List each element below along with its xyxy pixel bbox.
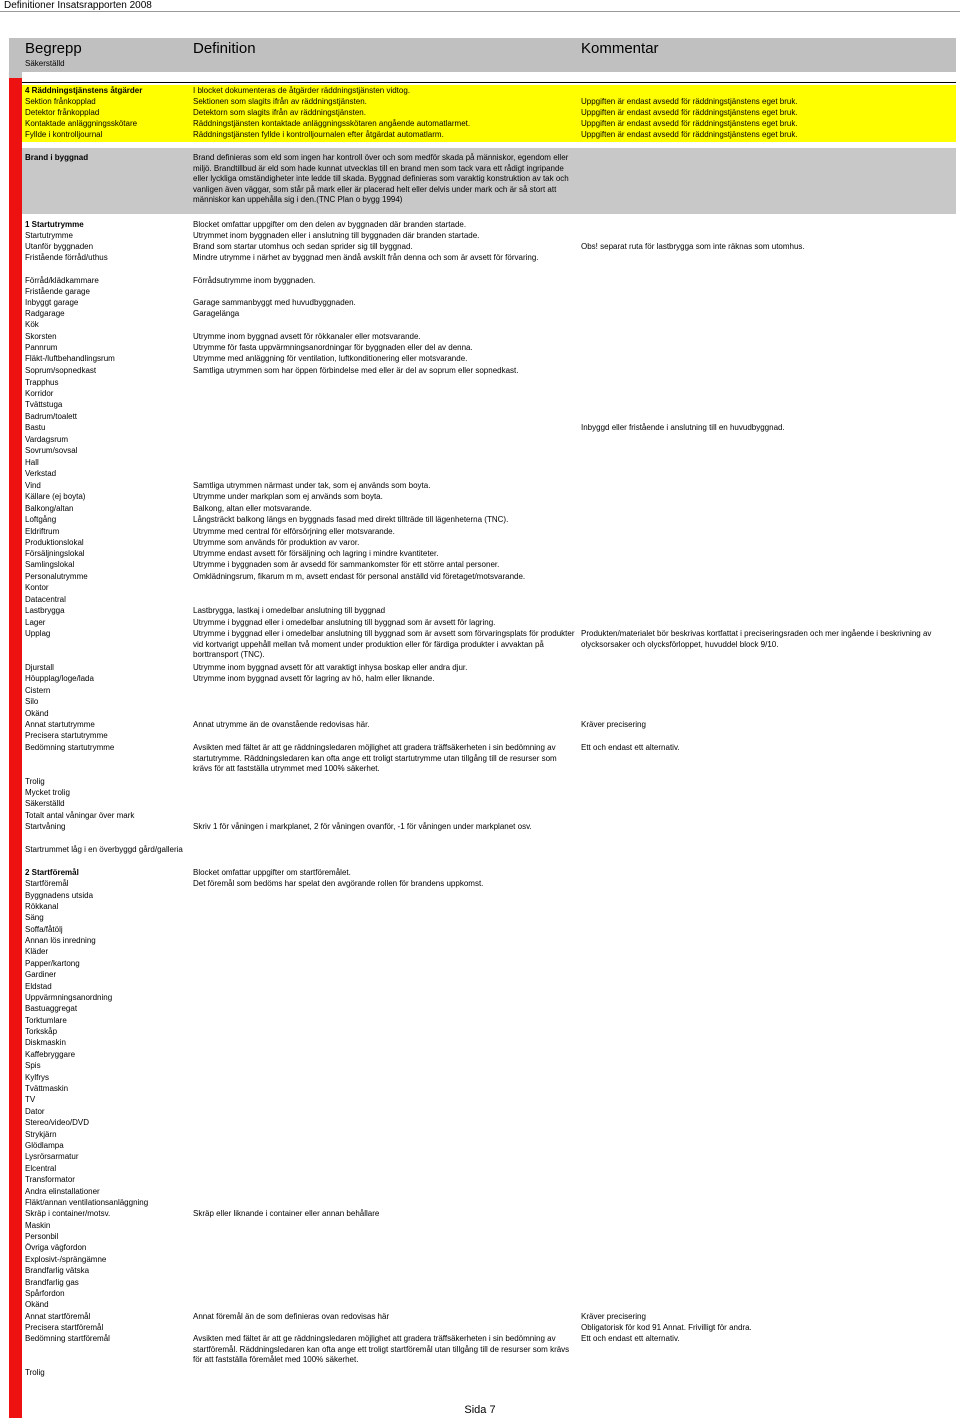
term-cell: TV — [25, 1095, 36, 1104]
definition-cell: Garagelänga — [193, 309, 240, 318]
term-cell: Annat startutrymme — [25, 720, 95, 729]
term-cell: Loftgång — [25, 515, 57, 524]
definition-cell: Utrymme inom byggnad avsett för lagring av hö, halm eller liknande. — [193, 674, 435, 683]
definition-cell: Förrådsutrymme inom byggnaden. — [193, 276, 316, 285]
term-cell: Lager — [25, 618, 46, 627]
term-cell: Andra elinstallationer — [25, 1187, 100, 1196]
term-cell: Bedömning startföremål — [25, 1334, 110, 1343]
term-cell: Lysrörsarmatur — [25, 1152, 79, 1161]
grey-margin-bar — [9, 38, 22, 78]
term-cell: Brandfarlig vätska — [25, 1266, 90, 1275]
subheader-band — [22, 58, 956, 72]
term-cell: 1 Startutrymme — [25, 220, 84, 229]
comment-cell: Kräver precisering — [581, 1312, 646, 1321]
term-cell: Lastbrygga — [25, 606, 65, 615]
definition-cell: Balkong, altan eller motsvarande. — [193, 504, 312, 513]
definition-cell: Blocket omfattar uppgifter om den delen av byggnaden där branden startade. — [193, 220, 467, 229]
term-cell: Uppvärmningsanordning — [25, 993, 113, 1002]
definition-cell: Blocket omfattar uppgifter om startföremålet. — [193, 868, 351, 877]
definition-cell: Omklädningsrum, fikarum m m, avsett endast för personal anställd vid företaget/motsvarande. — [193, 572, 526, 581]
comment-cell: Kräver precisering — [581, 720, 646, 729]
term-cell: Utanför byggnaden — [25, 242, 94, 251]
definition-cell: Sektionen som slagits ifrån av räddningstjänsten. — [193, 97, 367, 106]
term-cell: Höupplag/loge/lada — [25, 674, 94, 683]
term-cell: 4 Räddningstjänstens åtgärder — [25, 86, 143, 95]
term-cell: Skräp i container/motsv. — [25, 1209, 111, 1218]
term-cell: Trolig — [25, 1368, 45, 1377]
term-cell: Torktumlare — [25, 1016, 67, 1025]
definition-cell: Utrymme i byggnad eller i omedelbar anslutning till byggnad som är avsett för lagring. — [193, 618, 496, 627]
term-cell: Tvättmaskin — [25, 1084, 69, 1093]
term-cell: Fläkt-/luftbehandlingsrum — [25, 354, 115, 363]
term-cell: Övriga vägfordon — [25, 1243, 87, 1252]
term-cell: Korridor — [25, 389, 54, 398]
term-cell: Datacentral — [25, 595, 66, 604]
term-cell: Tvättstuga — [25, 400, 63, 409]
comment-cell: Uppgiften är endast avsedd för räddningstjänstens eget bruk. — [581, 108, 798, 117]
term-cell: Sovrum/sovsal — [25, 446, 78, 455]
term-cell: Silo — [25, 697, 39, 706]
term-cell: Spis — [25, 1061, 41, 1070]
definition-cell: I blocket dokumenteras de åtgärder räddningstjänsten vidtog. — [193, 86, 411, 95]
term-cell: Rökkanal — [25, 902, 59, 911]
definition-cell: Utrymme för fasta uppvärmningsanordningar för byggnaden eller del av denna. — [193, 343, 473, 352]
definition-cell: Lastbrygga, lastkaj i omedelbar anslutning till byggnad — [193, 606, 386, 615]
red-margin-bar — [9, 38, 22, 1418]
term-cell: Upplag — [25, 629, 51, 638]
comment-cell: Obs! separat ruta för lastbrygga som inte räknas som utomhus. — [581, 242, 805, 251]
page-title: Definitioner Insatsrapporten 2008 — [4, 0, 152, 11]
term-cell: Radgarage — [25, 309, 65, 318]
term-cell: Eldriftrum — [25, 527, 60, 536]
term-cell: Byggnadens utsida — [25, 891, 94, 900]
term-cell: Explosivt-/sprängämne — [25, 1255, 107, 1264]
term-cell: Kontor — [25, 583, 49, 592]
definition-cell: Samtliga utrymmen som har öppen förbindelse med eller är del av soprum eller sopnedkast. — [193, 366, 519, 375]
definition-cell: Utrymme inom byggnad avsett för rökkanaler eller motsvarande. — [193, 332, 421, 341]
term-cell: Källare (ej boyta) — [25, 492, 86, 501]
term-cell: Strykjärn — [25, 1130, 57, 1139]
definition-cell: Räddningstjänsten kontaktade anläggningsskötaren angående automatlarmet. — [193, 119, 471, 128]
term-cell: Startrummet låg i en överbyggd gård/galleria — [25, 845, 183, 854]
definition-cell: Utrymme inom byggnad avsett för att varaktigt inhysa boskap eller andra djur. — [193, 663, 468, 672]
definition-cell: Utrymme med anläggning för ventilation, luftkonditionering eller motsvarande. — [193, 354, 468, 363]
term-cell: Sektion frånkopplad — [25, 97, 96, 106]
comment-cell: Obligatorisk för kod 91 Annat. Frivilligt för andra. — [581, 1323, 752, 1332]
term-cell: Förråd/klädkammare — [25, 276, 99, 285]
term-cell: Startvåning — [25, 822, 66, 831]
term-cell: Torkskåp — [25, 1027, 58, 1036]
definition-cell: Avsikten med fältet är att ge räddningsledaren möjlighet att gradera träffsäkerheten i sin bedömning av startutrymme. Räddningsledaren kan ofta ange ett troligt startutrymme utan tillgång till de resurser som krävs för att fastställa utrymmet med 100% säkerhet. — [193, 743, 557, 773]
term-cell: Trolig — [25, 777, 45, 786]
term-cell: Fristående förråd/uthus — [25, 253, 108, 262]
term-cell: Stereo/video/DVD — [25, 1118, 90, 1127]
term-cell: Djurstall — [25, 663, 54, 672]
term-cell: Dator — [25, 1107, 45, 1116]
column-header-begrepp: Begrepp — [25, 40, 82, 57]
definition-cell: Brand definieras som eld som ingen har kontroll över och som medför skada på människor, egendom eller miljö. Brandtillbud är eld som hade kunnat utvecklas till en brand men som tack vara ett rådigt ingripande eller lyckliga omständigheter inte ledde till skada. Byggnad definieras som varaktig konstruktion av tak och vanligen även väggar, som står på mark eller är placerad helt eller delvis under mark och är så stort att människor kan uppehålla sig i den.(TNC Plan o bygg 1994) — [193, 153, 569, 204]
term-cell: Okänd — [25, 709, 49, 718]
definition-cell: Utrymme i byggnad eller i omedelbar anslutning till byggnad som är avsett som förvaringsplats för produkter vid kortvarigt uppehåll mellan två moment under produktion eller för färdiga produkter i avvaktan på borttransport (TNC). — [193, 629, 575, 659]
term-cell: Startutrymme — [25, 231, 74, 240]
definition-cell: Utrymme som används för produktion av varor. — [193, 538, 360, 547]
comment-cell: Uppgiften är endast avsedd för räddningstjänstens eget bruk. — [581, 130, 798, 139]
term-cell: Vardagsrum — [25, 435, 68, 444]
definition-cell: Annat föremål än de som definieras ovan redovisas här — [193, 1312, 390, 1321]
term-cell: Precisera startföremål — [25, 1323, 104, 1332]
term-cell: Diskmaskin — [25, 1038, 66, 1047]
term-cell: Kontaktade anläggningsskötare — [25, 119, 138, 128]
term-cell: Annat startföremål — [25, 1312, 91, 1321]
subheader-label: Säkerställd — [25, 59, 65, 68]
term-cell: Bastu — [25, 423, 46, 432]
comment-cell: Produkten/materialet bör beskrivas kortfattat i preciseringsraden och mer ingående i beskrivning av olycksorsaker och olycksförloppet, huvuddel block 9/10. — [581, 629, 932, 649]
column-header-definition: Definition — [193, 40, 256, 57]
term-cell: Bastuaggregat — [25, 1004, 78, 1013]
header-divider — [0, 11, 960, 12]
term-cell: Produktionslokal — [25, 538, 84, 547]
comment-cell: Inbyggd eller fristående i anslutning till en huvudbyggnad. — [581, 423, 785, 432]
column-header-kommentar: Kommentar — [581, 40, 659, 57]
term-cell: Mycket trolig — [25, 788, 70, 797]
term-cell: Fyllde i kontrolljournal — [25, 130, 103, 139]
definition-cell: Mindre utrymme i närhet av byggnad men ändå avskilt från denna och som är avsett för förvaring. — [193, 253, 539, 262]
definition-cell: Räddningstjänsten fyllde i kontrolljournalen efter åtgärdat automatlarm. — [193, 130, 444, 139]
term-cell: Hall — [25, 458, 39, 467]
term-cell: Samlingslokal — [25, 560, 75, 569]
term-cell: Soffa/fåtölj — [25, 925, 63, 934]
term-cell: 2 Startföremål — [25, 868, 79, 877]
term-cell: Totalt antal våningar över mark — [25, 811, 135, 820]
term-cell: Verkstad — [25, 469, 57, 478]
section-rule — [22, 82, 956, 83]
term-cell: Papper/kartong — [25, 959, 80, 968]
term-cell: Fläkt/annan ventilationsanläggning — [25, 1198, 149, 1207]
term-cell: Glödlampa — [25, 1141, 64, 1150]
term-cell: Trapphus — [25, 378, 59, 387]
term-cell: Spårfordon — [25, 1289, 65, 1298]
definition-cell: Det föremål som bedöms har spelat den avgörande rollen för brandens uppkomst. — [193, 879, 484, 888]
definition-cell: Skriv 1 för våningen i markplanet, 2 för våningen ovanför, -1 för våningen under markplanet osv. — [193, 822, 532, 831]
term-cell: Detektor frånkopplad — [25, 108, 100, 117]
term-cell: Inbyggt garage — [25, 298, 79, 307]
definition-cell: Brand som startar utomhus och sedan sprider sig till byggnad. — [193, 242, 413, 251]
term-cell: Badrum/toalett — [25, 412, 78, 421]
term-cell: Precisera startutrymme — [25, 731, 108, 740]
term-cell: Gardiner — [25, 970, 57, 979]
term-cell: Okänd — [25, 1300, 49, 1309]
term-cell: Kök — [25, 320, 39, 329]
term-cell: Skorsten — [25, 332, 57, 341]
term-cell: Brand i byggnad — [25, 153, 89, 162]
term-cell: Kläder — [25, 947, 49, 956]
comment-cell: Ett och endast ett alternativ. — [581, 1334, 680, 1343]
definition-cell: Långsträckt balkong längs en byggnads fasad med direkt tillträde till lägenheterna (TNC). — [193, 515, 509, 524]
term-cell: Kaffebryggare — [25, 1050, 76, 1059]
term-cell: Personbil — [25, 1232, 59, 1241]
term-cell: Annan lös inredning — [25, 936, 96, 945]
term-cell: Brandfarlig gas — [25, 1278, 79, 1287]
term-cell: Soprum/sopnedkast — [25, 366, 97, 375]
term-cell: Kylfrys — [25, 1073, 49, 1082]
comment-cell: Uppgiften är endast avsedd för räddningstjänstens eget bruk. — [581, 97, 798, 106]
term-cell: Personalutrymme — [25, 572, 88, 581]
term-cell: Balkong/altan — [25, 504, 74, 513]
term-cell: Säkerställd — [25, 799, 65, 808]
definition-cell: Utrymme med central för elförsörjning eller motsvarande. — [193, 527, 395, 536]
term-cell: Pannrum — [25, 343, 58, 352]
term-cell: Fristående garage — [25, 287, 90, 296]
term-cell: Maskin — [25, 1221, 51, 1230]
comment-cell: Uppgiften är endast avsedd för räddningstjänstens eget bruk. — [581, 119, 798, 128]
term-cell: Försäljningslokal — [25, 549, 85, 558]
definition-cell: Utrymme i byggnaden som är avsedd för sammankomster för ett större antal personer. — [193, 560, 500, 569]
definition-cell: Samtliga utrymmen närmast under tak, som ej används som boyta. — [193, 481, 431, 490]
definition-cell: Utrymme endast avsett för försäljning och lagring i mindre kvantiteter. — [193, 549, 439, 558]
term-cell: Elcentral — [25, 1164, 57, 1173]
term-cell: Vind — [25, 481, 41, 490]
term-cell: Startföremål — [25, 879, 69, 888]
comment-cell: Ett och endast ett alternativ. — [581, 743, 680, 752]
page-number: Sida 7 — [464, 1404, 496, 1416]
definition-cell: Garage sammanbyggt med huvudbyggnaden. — [193, 298, 356, 307]
term-cell: Säng — [25, 913, 44, 922]
term-cell: Cistern — [25, 686, 51, 695]
definition-cell: Annat utrymme än de ovanstående redovisas här. — [193, 720, 370, 729]
definition-cell: Utrymmet inom byggnaden eller i anslutning till byggnaden där branden startade. — [193, 231, 480, 240]
definition-cell: Utrymme under markplan som ej används som boyta. — [193, 492, 383, 501]
term-cell: Transformator — [25, 1175, 75, 1184]
term-cell: Bedömning startutrymme — [25, 743, 115, 752]
definition-cell: Detektorn som slagits ifrån av räddningstjänsten. — [193, 108, 366, 117]
definition-cell: Avsikten med fältet är att ge räddningsledaren möjlighet att gradera träffsäkerheten i sin bedömning av startföremål. Räddningsledaren kan ofta ange ett troligt startföremål utan tillgång till de resurser som krävs för att fastställa föremålet med 100% säkerhet. — [193, 1334, 570, 1364]
term-cell: Eldstad — [25, 982, 52, 991]
definition-cell: Skräp eller liknande i container eller annan behållare — [193, 1209, 380, 1218]
